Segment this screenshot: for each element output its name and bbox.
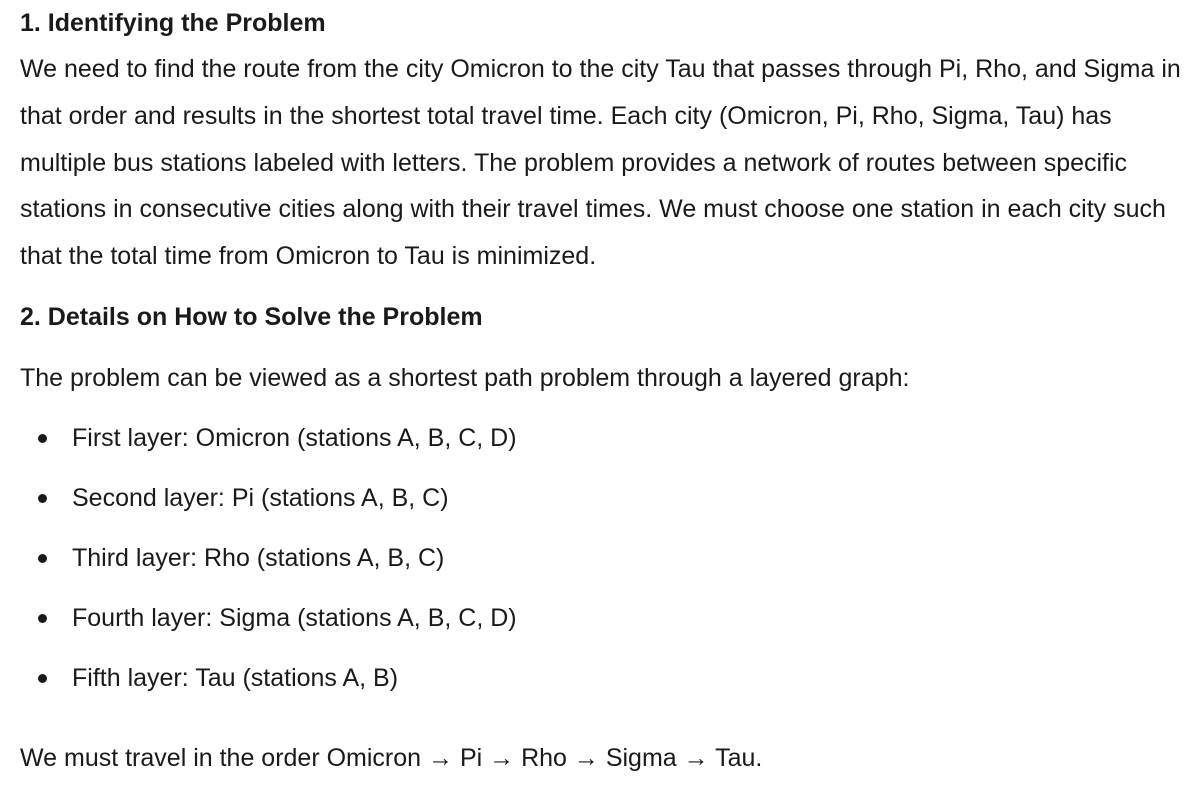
list-item: [20, 541, 517, 601]
list-item-text: Second layer: Pi (stations A, B, C): [72, 484, 449, 512]
problem-description-paragraph: We need to find the route from the city Omicron to the city Tau that passes through Pi, Rho, and Sigma in that order and results in the shortest total travel time. Each city (Omicron, Pi, Rho, Sigma, Tau) has multiple bus stations labeled with letters. The problem provides a network of routes between specific stations in consecutive cities along with their travel times. We must choose one station in each city such that the total time from Omicron to Tau is minimized.: [20, 55, 1181, 271]
list-item: [20, 481, 517, 541]
bullet-icon: [38, 434, 47, 443]
list-item-text: Third layer: Rho (stations A, B, C): [72, 544, 445, 572]
bullet-icon: [38, 674, 47, 683]
layer-list: [20, 421, 517, 721]
list-item-text: Fifth layer: Tau (stations A, B): [72, 664, 399, 692]
section-heading-details: 2. Details on How to Solve the Problem: [20, 303, 483, 331]
bullet-icon: [38, 494, 47, 503]
list-item-text: First layer: Omicron (stations A, B, C, D): [72, 424, 517, 452]
list-item: [20, 421, 517, 481]
bullet-icon: [38, 614, 47, 623]
list-item: [20, 601, 517, 661]
list-item-text: Fourth layer: Sigma (stations A, B, C, D): [72, 604, 517, 632]
list-item: [20, 661, 517, 721]
travel-order-sentence: We must travel in the order Omicron → Pi → Rho → Sigma → Tau.: [20, 744, 763, 772]
section-heading-identifying: 1. Identifying the Problem: [20, 9, 326, 37]
bullet-icon: [38, 554, 47, 563]
layered-graph-intro: The problem can be viewed as a shortest path problem through a layered graph:: [20, 364, 910, 392]
